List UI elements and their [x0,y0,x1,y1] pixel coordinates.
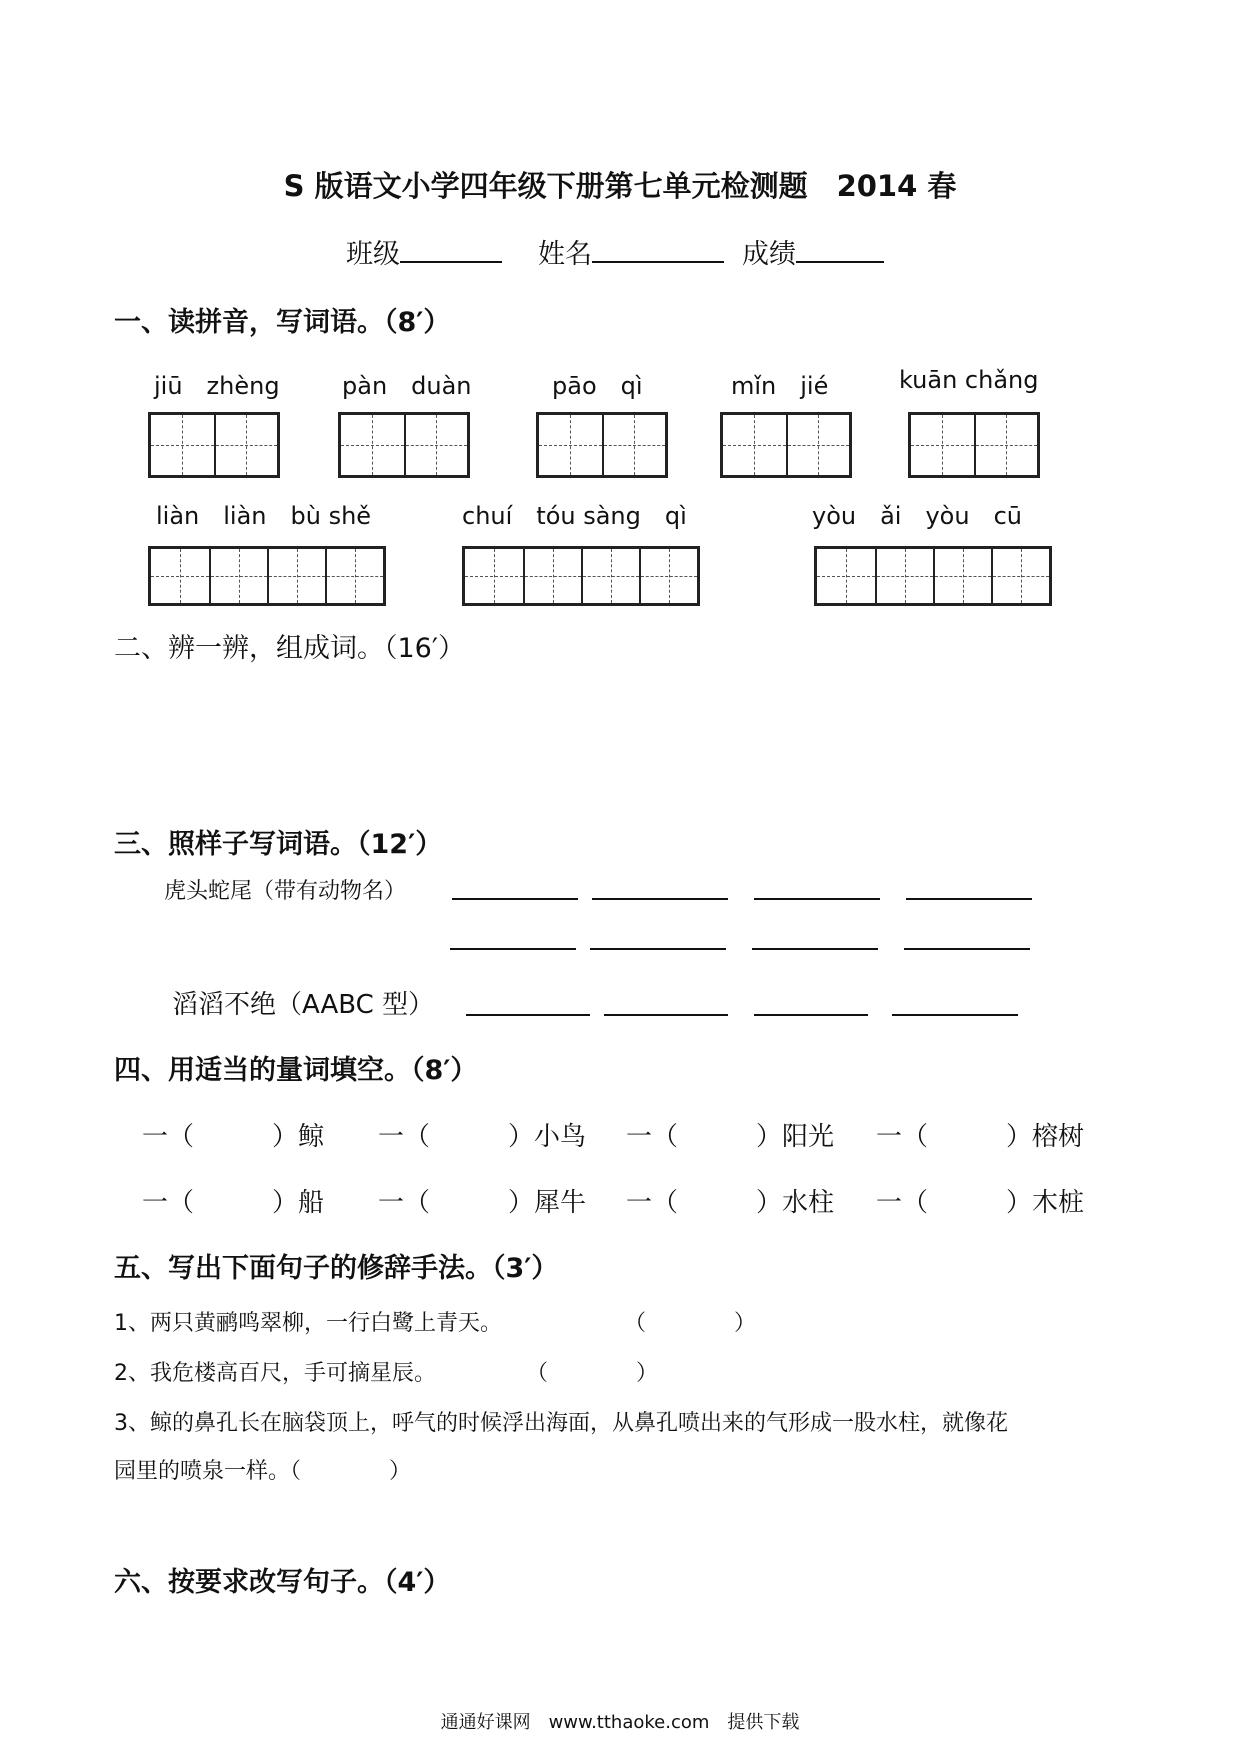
measure-word-item[interactable]: 一（ ）小鸟 [378,1122,587,1152]
writing-grid-3[interactable] [536,412,668,478]
answer-line[interactable] [452,898,578,900]
grid-cell[interactable] [539,415,602,475]
s5-question-1: 1、两只黄鹂鸣翠柳，一行白鹭上青天。 [114,1311,502,1336]
answer-line[interactable] [754,1014,868,1016]
grid-cell[interactable] [817,549,875,603]
grid-cell[interactable] [602,415,665,475]
measure-word-item[interactable]: 一（ ）犀牛 [378,1188,587,1218]
grid-cell[interactable] [974,415,1037,475]
name-blank [592,237,724,263]
grid-cell[interactable] [991,549,1049,603]
answer-line[interactable] [904,948,1030,950]
score-label: 成绩 [742,239,796,270]
answer-line[interactable] [604,1014,728,1016]
grid-cell[interactable] [911,415,974,475]
grid-cell[interactable] [786,415,849,475]
measure-word-item[interactable]: 一（ ）阳光 [626,1122,835,1152]
writing-grid-5[interactable] [908,412,1040,478]
class-field [346,232,502,271]
answer-line[interactable] [752,948,878,950]
grid-cell[interactable] [151,415,214,475]
s3-prompt-1: 虎头蛇尾（带有动物名） [164,879,407,904]
name-label: 姓名 [538,239,592,270]
writing-grid-2[interactable] [338,412,470,478]
grid-cell[interactable] [523,549,581,603]
measure-word-item[interactable]: 一（ ）鲸 [142,1122,325,1152]
answer-line[interactable] [466,1014,590,1016]
s3-prompt-2: 滔滔不绝（AABC 型） [172,990,435,1020]
measure-word-item[interactable]: 一（ ）木桩 [876,1188,1085,1218]
grid-cell[interactable] [214,415,277,475]
measure-word-item[interactable]: 一（ ）榕树 [876,1122,1085,1152]
s5-answer-paren-1[interactable]: （ ） [624,1311,757,1336]
name-field [538,232,724,271]
answer-line[interactable] [892,1014,1018,1016]
section-2-heading: 二、辨一辨，组成词。（16′） [114,633,465,664]
writing-grid-6[interactable] [148,546,386,606]
class-label: 班级 [346,239,400,270]
grid-cell[interactable] [875,549,933,603]
pinyin-2: pàn duàn [342,372,472,400]
writing-grid-4[interactable] [720,412,852,478]
section-5-heading: 五、写出下面句子的修辞手法。（3′） [114,1253,559,1284]
pinyin-6: liàn liàn bù shě [156,502,372,530]
page-footer: 通通好课网 www.tthaoke.com 提供下载 [440,1712,800,1733]
grid-cell[interactable] [151,549,209,603]
pinyin-1: jiū zhèng [154,372,280,400]
grid-cell[interactable] [465,549,523,603]
s5-question-2: 2、我危楼高百尺，手可摘星辰。 [114,1361,436,1386]
s5-answer-paren-2[interactable]: （ ） [526,1361,659,1386]
writing-grid-7[interactable] [462,546,700,606]
writing-grid-1[interactable] [148,412,280,478]
pinyin-5: kuān chǎng [899,366,1039,394]
score-field [742,232,884,271]
answer-line[interactable] [906,898,1032,900]
pinyin-8: yòu ǎi yòu cū [812,502,1022,530]
grid-cell[interactable] [933,549,991,603]
answer-line[interactable] [450,948,576,950]
section-6-heading: 六、按要求改写句子。（4′） [114,1567,451,1598]
answer-line[interactable] [592,898,728,900]
grid-cell[interactable] [581,549,639,603]
grid-cell[interactable] [267,549,325,603]
answer-line[interactable] [754,898,880,900]
answer-line[interactable] [590,948,726,950]
grid-cell[interactable] [325,549,383,603]
pinyin-7: chuí tóu sàng qì [462,502,687,530]
measure-word-item[interactable]: 一（ ）水柱 [626,1188,835,1218]
measure-word-item[interactable]: 一（ ）船 [142,1188,325,1218]
page-title: S 版语文小学四年级下册第七单元检测题 2014 春 [283,169,957,203]
section-4-heading: 四、用适当的量词填空。（8′） [114,1055,478,1086]
grid-cell[interactable] [209,549,267,603]
section-3-heading: 三、照样子写词语。（12′） [114,829,443,860]
pinyin-3: pāo qì [552,372,643,400]
section-1-heading: 一、读拼音，写词语。（8′） [114,307,451,338]
class-blank [400,237,502,263]
s5-question-3-line-2: 园里的喷泉一样。（ ） [114,1459,412,1484]
grid-cell[interactable] [639,549,697,603]
s5-question-3-line-1: 3、鲸的鼻孔长在脑袋顶上，呼气的时候浮出海面，从鼻孔喷出来的气形成一股水柱，就像花 [114,1411,1009,1436]
score-blank [796,237,884,263]
grid-cell[interactable] [404,415,467,475]
writing-grid-8[interactable] [814,546,1052,606]
grid-cell[interactable] [723,415,786,475]
grid-cell[interactable] [341,415,404,475]
pinyin-4: mǐn jié [731,372,829,400]
